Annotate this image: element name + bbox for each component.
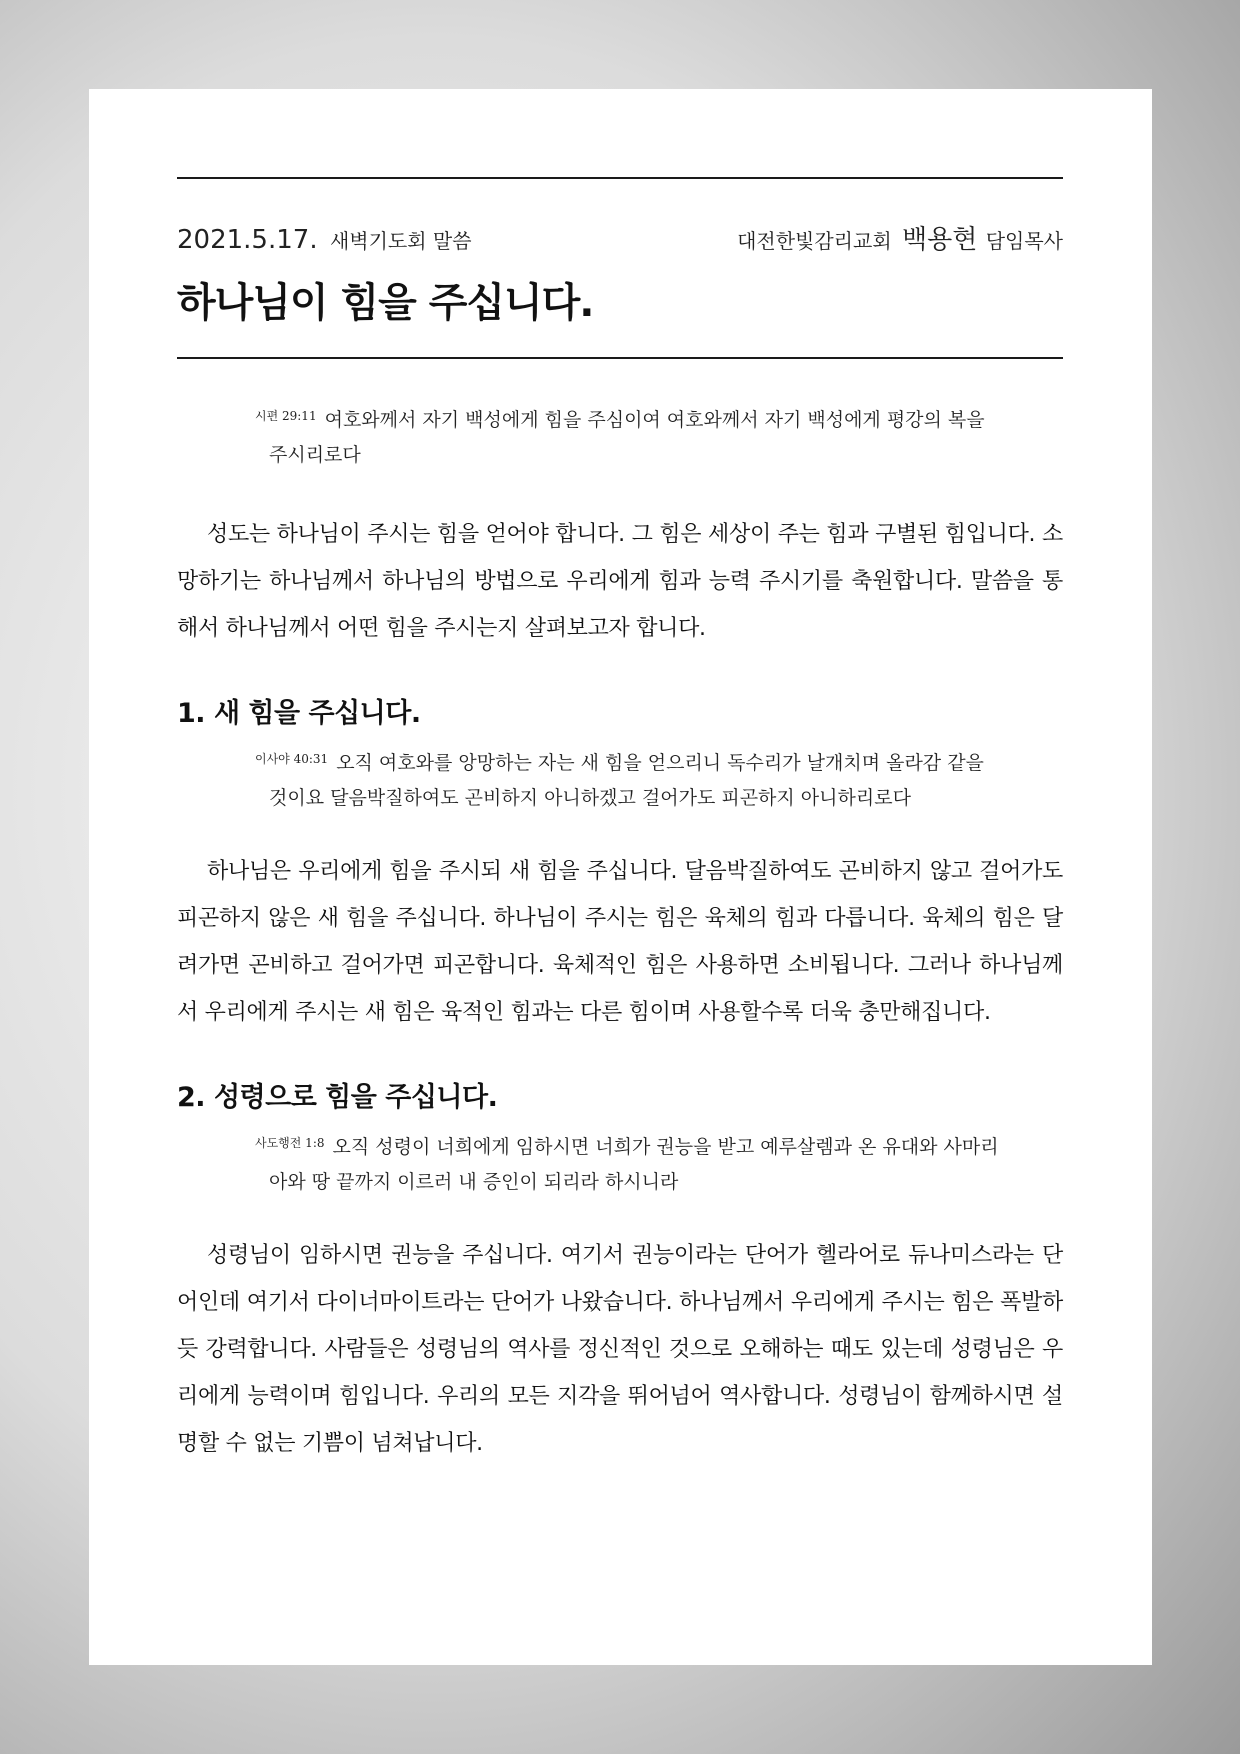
body-paragraph: 성령님이 임하시면 권능을 주십니다. 여기서 권능이라는 단어가 헬라어로 듀나미스라는 단어인데 여기서 다이너마이트라는 단어가 나왔습니다. 하나님께서 우리에게 주시는 힘은 폭발하듯 강력합니다. 사람들은 성령님의 역사를 정신적인 것으로 오해하는 때도 있는데 성령님은 우리에게 능력이며 힘입니다. 우리의 모든 지각을 뛰어넘어 역사합니다. 성령님이 함께하시면 설명할 수 없는 기쁨이 넘쳐납니다. [177,1243,1063,1456]
service-date: 2021.5.17. [177,225,318,255]
verse-text: 오직 여호와를 앙망하는 자는 새 힘을 얻으리니 독수리가 날개치며 올라감 같을 것이요 달음박질하여도 곤비하지 아니하겠고 걸어가도 피곤하지 아니하리로다 [269,752,984,809]
header-meta [177,219,1063,253]
verse-text: 오직 성령이 너희에게 임하시면 너희가 권능을 받고 예루살렘과 온 유대와 사마리아와 땅 끝까지 이르러 내 증인이 되리라 하시니라 [269,1136,999,1193]
section-heading: 2. 성령으로 힘을 주십니다. [177,1082,498,1113]
pastor-name: 백용현 [902,225,978,255]
service-name: 새벽기도회 말씀 [329,229,472,253]
document-content [177,177,1063,1489]
verse-reference: 이사야 40:31 [255,752,329,766]
scripture-verse [255,742,999,816]
section-heading: 1. 새 힘을 주십니다. [177,698,421,729]
title-rule [177,357,1063,359]
document-page [89,89,1152,1665]
pastor-title: 담임목사 [985,229,1063,253]
top-rule [177,177,1063,179]
scripture-verse [255,399,999,473]
service-info [177,225,472,255]
body-paragraph: 성도는 하나님이 주시는 힘을 얻어야 합니다. 그 힘은 세상이 주는 힘과 구별된 힘입니다. 소망하기는 하나님께서 하나님의 방법으로 우리에게 힘과 능력 주시기를 축원합니다. 말씀을 통해서 하나님께서 어떤 힘을 주시는지 살펴보고자 합니다. [177,522,1063,641]
preacher-info [737,219,1063,256]
scripture-verse [255,1126,999,1200]
verse-text: 여호와께서 자기 백성에게 힘을 주심이여 여호와께서 자기 백성에게 평강의 복을 주시리로다 [269,409,985,466]
verse-reference: 시편 29:11 [255,409,317,423]
body-paragraph: 하나님은 우리에게 힘을 주시되 새 힘을 주십니다. 달음박질하여도 곤비하지 않고 걸어가도 피곤하지 않은 새 힘을 주십니다. 하나님이 주시는 힘은 육체의 힘과 다릅니다. 육체의 힘은 달려가면 곤비하고 걸어가면 피곤합니다. 육체적인 힘은 사용하면 소비됩니다. 그러나 하나님께서 우리에게 주시는 새 힘은 육적인 힘과는 다른 힘이며 사용할수록 더욱 충만해집니다. [177,859,1063,1025]
sermon-title: 하나님이 힘을 주십니다. [177,280,594,326]
church-name: 대전한빛감리교회 [737,229,892,253]
verse-reference: 사도행전 1:8 [255,1136,325,1150]
